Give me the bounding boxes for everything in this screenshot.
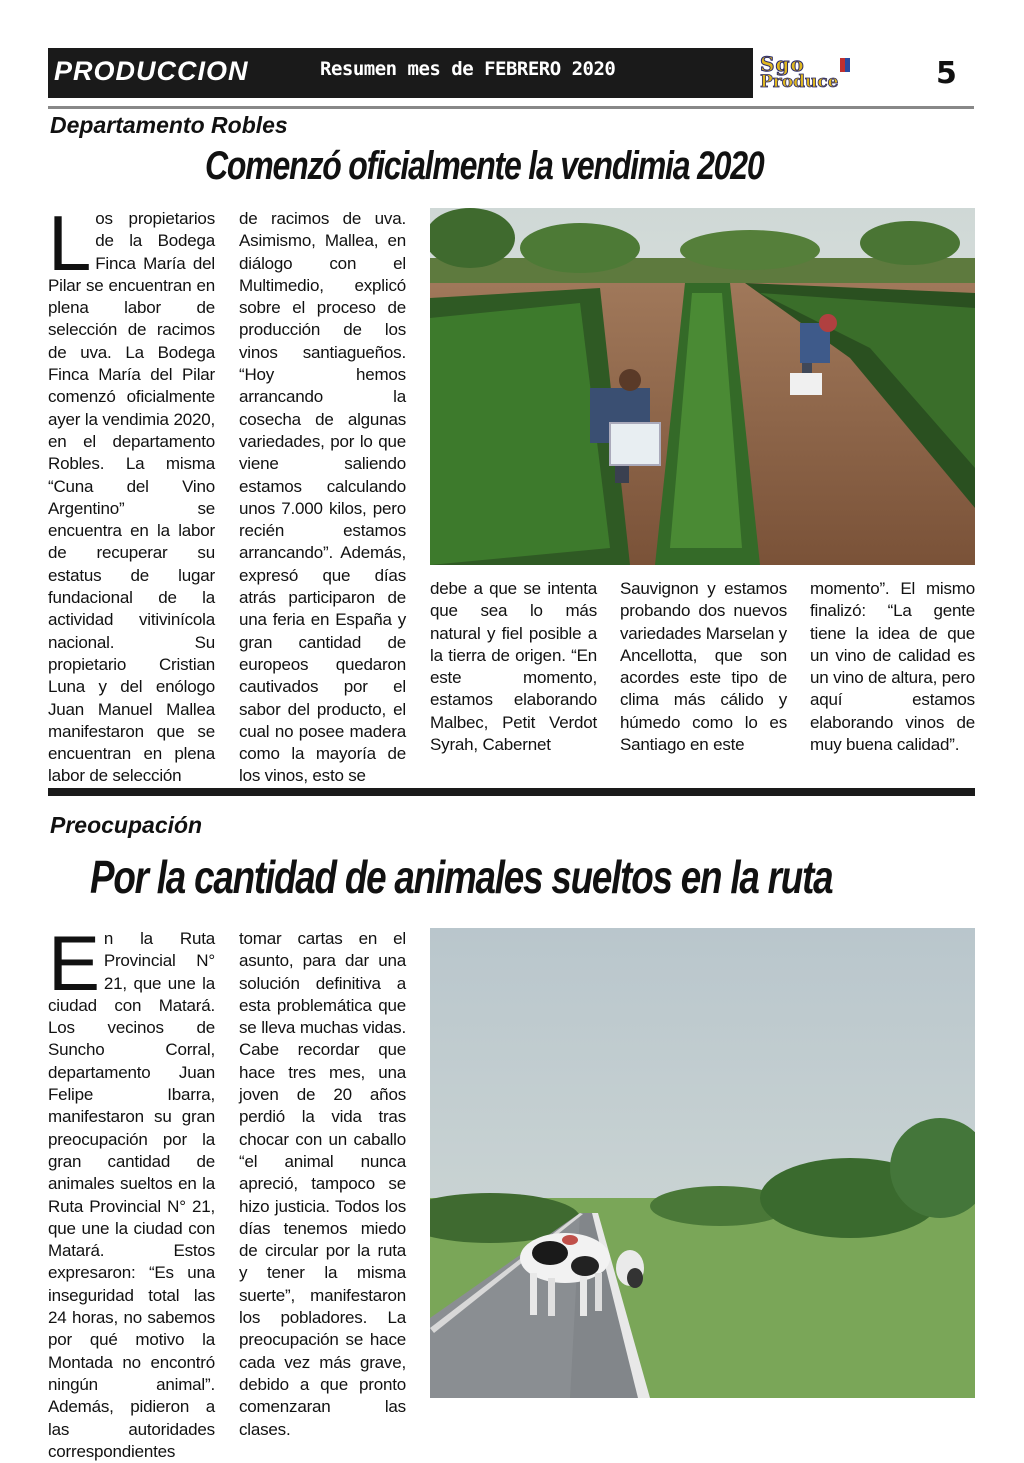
- page-number: 5: [936, 56, 957, 91]
- article2-column-1-text: n la Ruta Provincial N° 21, que une la ciudad con Matará. Los vecinos de Suncho Corral, departamento Juan Felipe Ibarra, manifestaron su gran preocupación por la gran cantidad de animales sueltos en la Ruta Provincial N° 21, que une la ciudad con Matará. Estos expresaron: “Es una inseguridad total las 24 horas, no sabemos por qué motivo la Montada no encontró ningún animal”. Además, pidieron a las autoridades correspondientes: [48, 929, 215, 1461]
- flag-icon: [840, 58, 850, 72]
- article2-kicker: Preocupación: [50, 812, 203, 838]
- sgo-produce-logo: [758, 52, 908, 94]
- article2-dropcap: E: [48, 919, 100, 1007]
- cow-on-road-photo: [430, 928, 975, 1398]
- header-divider: [48, 106, 974, 109]
- article1-column-2: de racimos de uva. Asimismo, Mallea, en diálogo con el Multimedio, explicó sobre el proceso de producción de los vinos santiagueños. “Hoy hemos arrancando la cosecha de algunas variedades, por lo que viene saliendo estamos calculando unos 7.000 kilos, pero recién estamos arrancando”. Además, expresó que días atrás participaron de una feria en España y gran cantidad de europeos quedaron cautivados por el sabor del producto, el cual no posee madera como la mayoría de los vinos, esto se: [239, 209, 406, 786]
- section-header-bar: [48, 48, 753, 98]
- section-label: PRODUCCION: [54, 56, 249, 86]
- logo-top-text: Sgo: [760, 52, 805, 76]
- vineyard-harvest-photo: [430, 208, 975, 565]
- article1-column-3: debe a que se intenta que sea lo más natural y fiel posible a la tierra de origen. “En este momento, estamos elaborando Malbec, Petit Verdot Syrah, Cabernet: [430, 579, 597, 755]
- article1-column-1-text: os propietarios de la Bodega Finca María del Pilar se encuentran en plena labor de selección de racimos de uva. La Bodega Finca María del Pilar comenzó oficialmente ayer la vendimia 2020, en el departamento Robles. La misma “Cuna del Vino Argentino” se encuentra en la labor de recuperar su estatus de lugar fundacional de la actividad vitivinícola nacional. Su propietario Cristian Luna y del enólogo Juan Manuel Mallea manifestaron que se encuentran en plena labor de selección: [48, 209, 215, 786]
- issue-label: Resumen mes de FEBRERO 2020: [320, 58, 616, 80]
- article-divider: [48, 788, 975, 796]
- article2-column-1: [48, 919, 215, 1461]
- vineyard-harvest-illustration: [430, 208, 975, 565]
- article1-column-1: [48, 199, 215, 786]
- article1-dropcap: L: [48, 199, 92, 287]
- article1-column-5: momento”. El mismo finalizó: “La gente tiene la idea de que un vino de calidad es un vino de altura, pero aquí estamos elaborando vinos de muy buena calidad”.: [810, 579, 975, 755]
- article1-kicker: Departamento Robles: [50, 112, 288, 138]
- article1-headline: Comenzó oficialmente la vendimia 2020: [205, 144, 764, 188]
- cow-on-road-illustration: [430, 928, 975, 1398]
- logo-bottom-text: Produce: [760, 72, 839, 92]
- article2-column-2: tomar cartas en el asunto, para dar una solución definitiva a esta problemática que se lleva muchas vidas. Cabe recordar que hace tres mes, una joven de 20 años perdió la vida tras chocar con un caballo “el animal nunca apreció, tampoco se hizo justicia. Todos los días tenemos miedo de circular por la ruta y tener la misma suerte”, manifestaron los pobladores. La preocupación se hace cada vez más grave, debido a que pronto comenzaran las clases.: [239, 929, 406, 1439]
- article1-column-4: Sauvignon y estamos probando dos nuevos variedades Marselan y Ancellotta, que son acordes este tipo de clima más cálido y húmedo como lo es Santiago en este: [620, 579, 787, 755]
- article2-headline: Por la cantidad de animales sueltos en la ruta: [90, 851, 833, 903]
